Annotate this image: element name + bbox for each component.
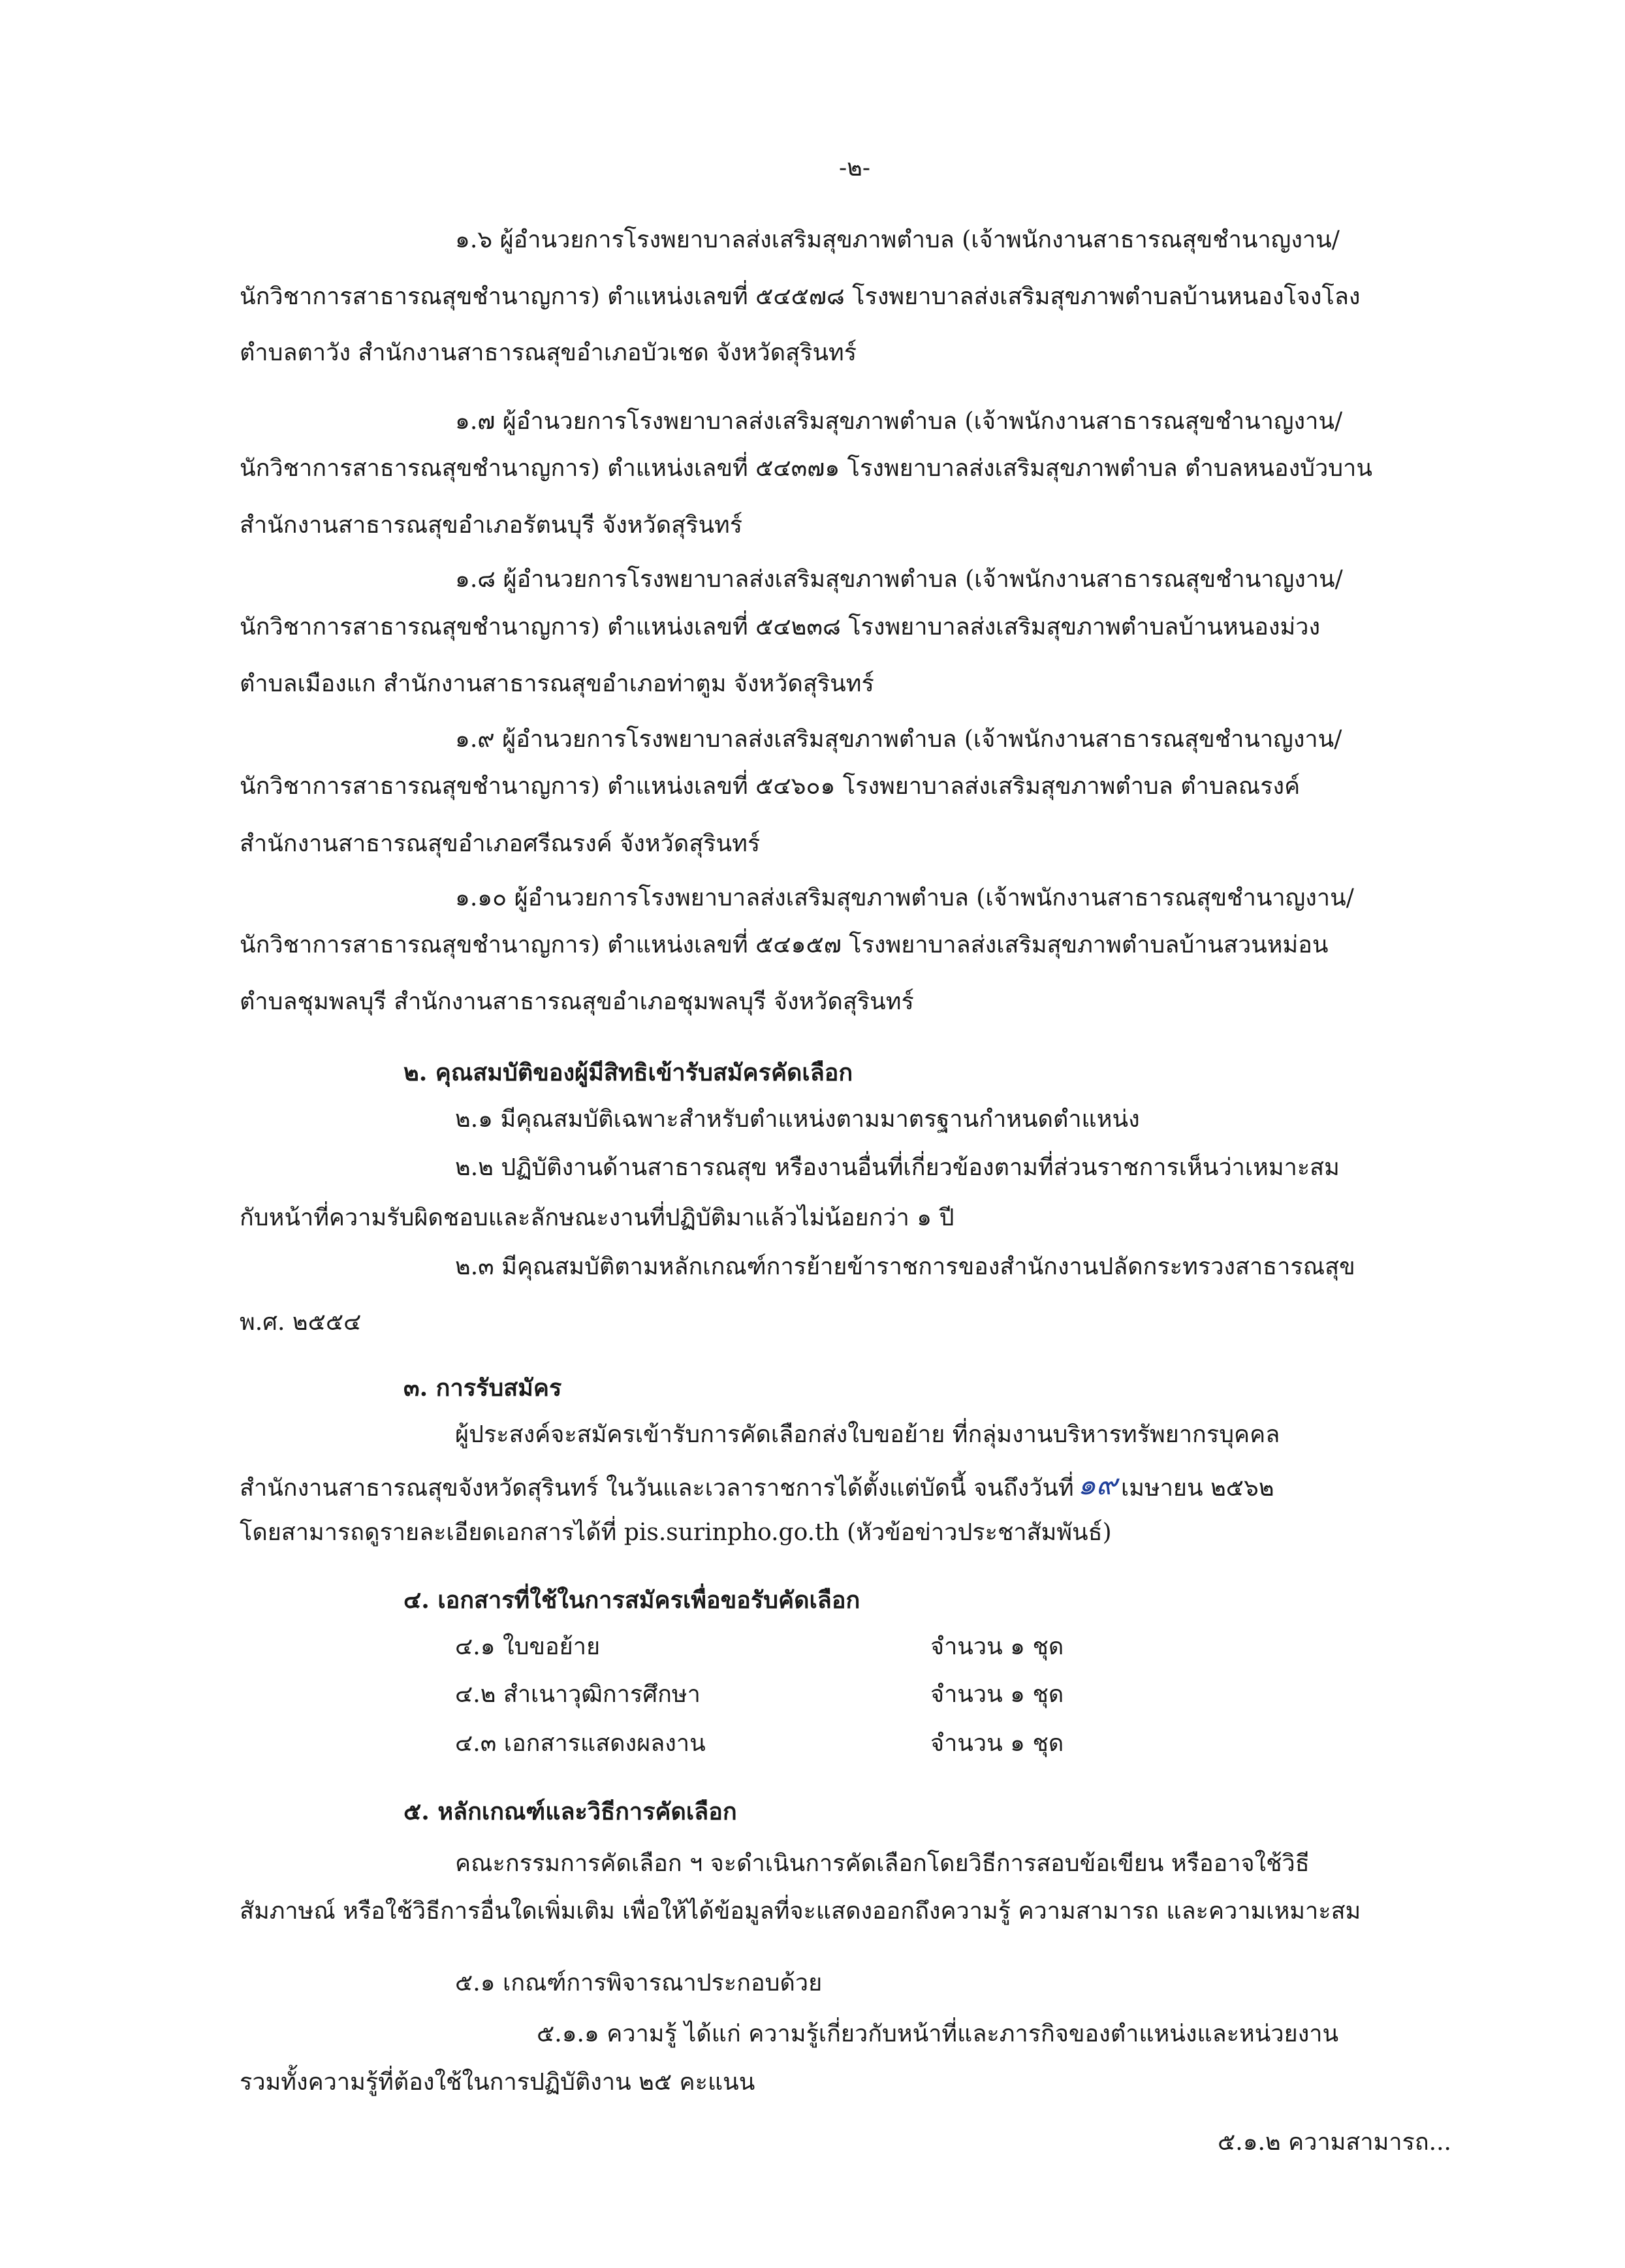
document-row (455, 1732, 706, 1756)
document-row (455, 1635, 600, 1659)
continuation-marker: ๕.๑.๒ ความสามารถ... (1218, 2129, 1451, 2156)
item-1-6-line-2: นักวิชาการสาธารณสุขชำนาญการ) ตำแหน่งเลขที่ ๕๔๕๗๘ โรงพยาบาลส่งเสริมสุขภาพตำบลบ้านหนองโจงโลง (240, 283, 1361, 310)
section-5-1-1-line-1: ๕.๑.๑ ความรู้ ได้แก่ ความรู้เกี่ยวกับหน้าที่และภารกิจของตำแหน่งและหน่วยงาน (537, 2021, 1339, 2047)
section-5-line-2: สัมภาษณ์ หรือใช้วิธีการอื่นใดเพิ่มเติม เพื่อให้ได้ข้อมูลที่จะแสดงออกถึงความรู้ ความสามารถ และความเหมาะสม (240, 1898, 1361, 1925)
section-3-line-3: โดยสามารถดูรายละเอียดเอกสารได้ที่ pis.surinpho.go.th (หัวข้อข่าวประชาสัมพันธ์) (240, 1519, 1112, 1546)
document-row-qty: จำนวน ๑ ชุด (930, 1681, 1064, 1708)
section-5-line-1: คณะกรรมการคัดเลือก ฯ จะดำเนินการคัดเลือกโดยวิธีการสอบข้อเขียน หรืออาจใช้วิธี (455, 1850, 1310, 1877)
item-1-10-line-3: ตำบลชุมพลบุรี สำนักงานสาธารณสุขอำเภอชุมพลบุรี จังหวัดสุรินทร์ (240, 988, 914, 1015)
item-1-6-line-1: ๑.๖ ผู้อำนวยการโรงพยาบาลส่งเสริมสุขภาพตำบล (เจ้าพนักงานสาธารณสุขชำนาญงาน/ (455, 227, 1340, 253)
item-1-10-line-2: นักวิชาการสาธารณสุขชำนาญการ) ตำแหน่งเลขที่ ๕๔๑๕๗ โรงพยาบาลส่งเสริมสุขภาพตำบลบ้านสวนหม่อน (240, 932, 1329, 958)
section-3-line-2 (240, 1468, 1274, 1502)
section-5-1-1-line-2: รวมทั้งความรู้ที่ต้องใช้ในการปฏิบัติงาน ๒๕ คะแนน (240, 2069, 755, 2096)
section-3-line-2-text: สำนักงานสาธารณสุขจังหวัดสุรินทร์ ในวันและเวลาราชการได้ตั้งแต่บัดนี้ จนถึงวันที่ (240, 1475, 1074, 1502)
item-1-9-line-1: ๑.๙ ผู้อำนวยการโรงพยาบาลส่งเสริมสุขภาพตำบล (เจ้าพนักงานสาธารณสุขชำนาญงาน/ (455, 726, 1342, 753)
item-1-10-line-1: ๑.๑๐ ผู้อำนวยการโรงพยาบาลส่งเสริมสุขภาพตำบล (เจ้าพนักงานสาธารณสุขชำนาญงาน/ (455, 885, 1354, 911)
handwritten-date: ๑๙ (1077, 1468, 1117, 1502)
item-1-7-line-1: ๑.๗ ผู้อำนวยการโรงพยาบาลส่งเสริมสุขภาพตำบล (เจ้าพนักงานสาธารณสุขชำนาญงาน/ (455, 408, 1343, 435)
section-3-line-2-month: เมษายน ๒๕๖๒ (1120, 1475, 1274, 1502)
section-2-item-2-line-1: ๒.๒ ปฏิบัติงานด้านสาธารณสุข หรืองานอื่นที่เกี่ยวข้องตามที่ส่วนราชการเห็นว่าเหมาะสม (455, 1154, 1340, 1181)
section-3-heading: ๓. การรับสมัคร (403, 1374, 562, 1402)
item-1-7-line-3: สำนักงานสาธารณสุขอำเภอรัตนบุรี จังหวัดสุรินทร์ (240, 512, 743, 539)
item-1-9-line-3: สำนักงานสาธารณสุขอำเภอศรีณรงค์ จังหวัดสุรินทร์ (240, 830, 761, 857)
document-row-qty: จำนวน ๑ ชุด (930, 1633, 1064, 1660)
document-row-name: ๔.๓ เอกสารแสดงผลงาน (455, 1730, 706, 1757)
section-4-heading: ๔. เอกสารที่ใช้ในการสมัครเพื่อขอรับคัดเลือก (403, 1586, 860, 1614)
document-row-name: ๔.๒ สำเนาวุฒิการศึกษา (455, 1681, 701, 1708)
item-1-8-line-2: นักวิชาการสาธารณสุขชำนาญการ) ตำแหน่งเลขที่ ๕๔๒๓๘ โรงพยาบาลส่งเสริมสุขภาพตำบลบ้านหนองม่วง (240, 614, 1321, 640)
item-1-6-line-3: ตำบลตาวัง สำนักงานสาธารณสุขอำเภอบัวเชด จังหวัดสุรินทร์ (240, 339, 857, 366)
document-row-name: ๔.๑ ใบขอย้าย (455, 1633, 601, 1660)
item-1-9-line-2: นักวิชาการสาธารณสุขชำนาญการ) ตำแหน่งเลขที่ ๕๔๖๐๑ โรงพยาบาลส่งเสริมสุขภาพตำบล ตำบลณรงค์ (240, 773, 1301, 800)
page-number: -๒- (839, 155, 871, 181)
section-5-heading: ๕. หลักเกณฑ์และวิธีการคัดเลือก (403, 1798, 737, 1825)
item-1-8-line-3: ตำบลเมืองแก สำนักงานสาธารณสุขอำเภอท่าตูม จังหวัดสุรินทร์ (240, 670, 874, 697)
section-2-heading: ๒. คุณสมบัติของผู้มีสิทธิเข้ารับสมัครคัดเลือก (403, 1059, 853, 1086)
section-5-1: ๕.๑ เกณฑ์การพิจารณาประกอบด้วย (455, 1970, 823, 1996)
item-1-8-line-1: ๑.๘ ผู้อำนวยการโรงพยาบาลส่งเสริมสุขภาพตำบล (เจ้าพนักงานสาธารณสุขชำนาญงาน/ (455, 566, 1343, 593)
section-2-item-3-line-2: พ.ศ. ๒๕๕๔ (240, 1309, 362, 1336)
section-3-line-1: ผู้ประสงค์จะสมัครเข้ารับการคัดเลือกส่งใบขอย้าย ที่กลุ่มงานบริหารทรัพยากรบุคคล (455, 1421, 1280, 1448)
item-1-7-line-2: นักวิชาการสาธารณสุขชำนาญการ) ตำแหน่งเลขที่ ๕๔๓๗๑ โรงพยาบาลส่งเสริมสุขภาพตำบล ตำบลหนองบัวบาน (240, 455, 1372, 482)
section-2-item-1: ๒.๑ มีคุณสมบัติเฉพาะสำหรับตำแหน่งตามมาตรฐานกำหนดตำแหน่ง (455, 1106, 1140, 1133)
section-2-item-3-line-1: ๒.๓ มีคุณสมบัติตามหลักเกณฑ์การย้ายข้าราชการของสำนักงานปลัดกระทรวงสาธารณสุข (455, 1253, 1355, 1280)
section-2-item-2-line-2: กับหน้าที่ความรับผิดชอบและลักษณะงานที่ปฏิบัติมาแล้วไม่น้อยกว่า ๑ ปี (240, 1205, 954, 1231)
document-row-qty: จำนวน ๑ ชุด (930, 1730, 1064, 1757)
document-row (455, 1683, 701, 1707)
